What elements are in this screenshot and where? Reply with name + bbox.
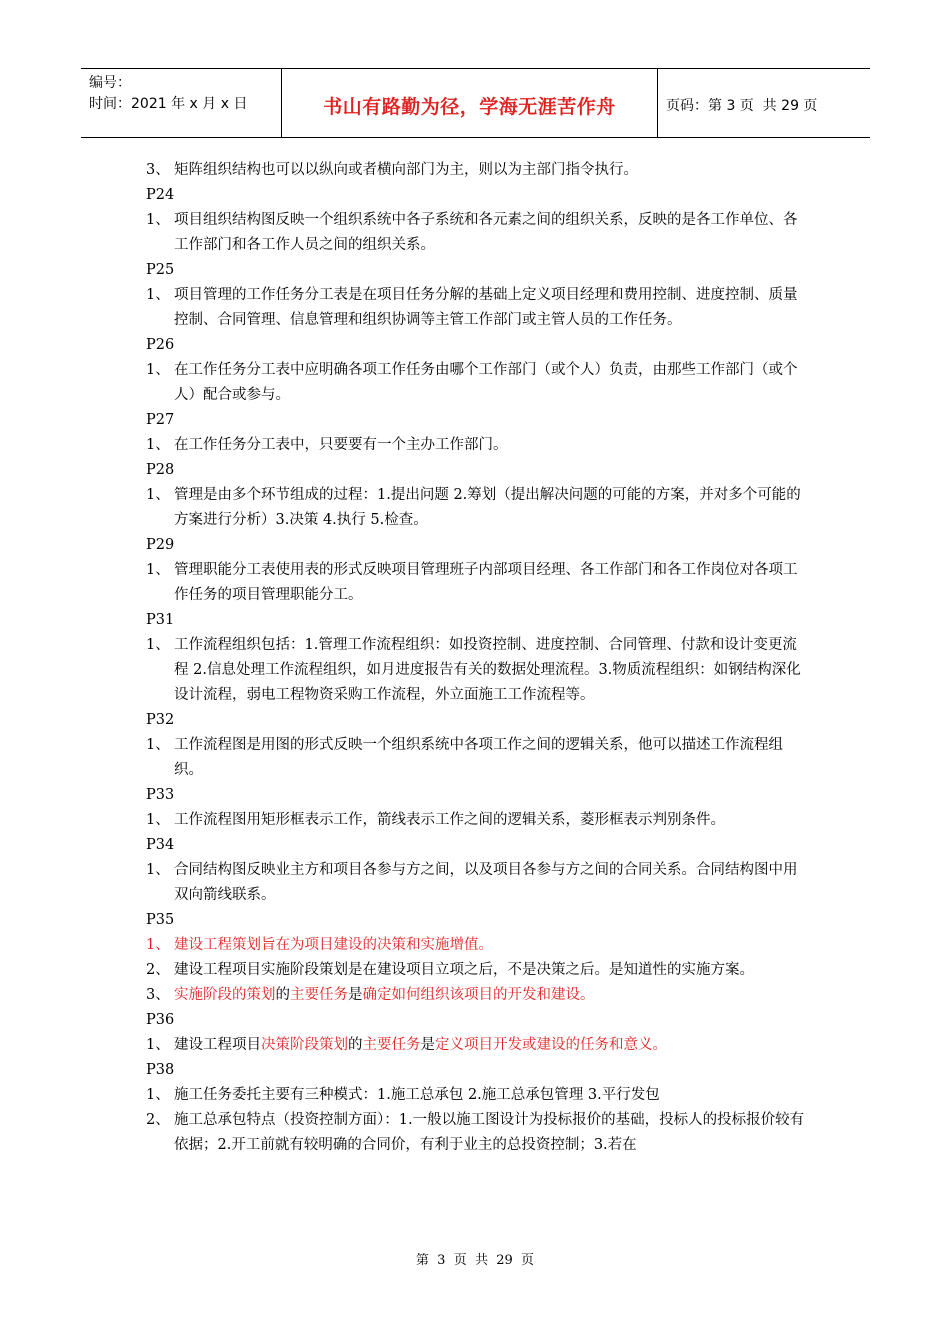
list-item-text: 矩阵组织结构也可以以纵向或者横向部门为主，则以为主部门指令执行。 — [174, 162, 638, 178]
list-item-number: 1、 — [146, 812, 170, 828]
list-item-number: 1、 — [146, 737, 170, 753]
list-item — [146, 958, 810, 983]
highlighted-text: 定义项目开发或建设的任务和意义。 — [435, 1037, 667, 1053]
header-page-number: 页码：第 3 页 共 29 页 — [666, 98, 818, 114]
list-item-text: 施工总承包特点（投资控制方面）：1.一般以施工图设计为投标报价的基础，投标人的投标报价较有依据；2.开工前就有较明确的合同价，有利于业主的总投资控制；3.若在 — [174, 1112, 805, 1153]
page-reference-label: P33 — [146, 787, 175, 803]
list-item-text: 是 — [348, 987, 363, 1003]
list-item-number: 1、 — [146, 1087, 170, 1103]
list-item — [146, 483, 810, 533]
page-reference-label: P25 — [146, 262, 175, 278]
list-item-number: 2、 — [146, 1112, 170, 1128]
list-item-text: 工作流程图是用图的形式反映一个组织系统中各项工作之间的逻辑关系，他可以描述工作流程组织。 — [174, 737, 783, 778]
page-reference-label: P36 — [146, 1012, 175, 1028]
highlighted-text: 主要任务 — [362, 1037, 421, 1053]
page-reference-label: P38 — [146, 1062, 175, 1078]
header-page-cell — [658, 69, 870, 137]
list-item — [146, 208, 810, 258]
page-reference-label: P24 — [146, 187, 175, 203]
list-item-text: 在工作任务分工表中，只要要有一个主办工作部门。 — [174, 437, 508, 453]
list-item-number: 1、 — [146, 362, 170, 378]
header-meta — [81, 69, 282, 137]
page-reference-label: P26 — [146, 337, 175, 353]
list-item — [146, 983, 810, 1008]
list-item-text: 管理职能分工表使用表的形式反映项目管理班子内部项目经理、各工作部门和各工作岗位对各项工作任务的项目管理职能分工。 — [174, 562, 798, 603]
page-reference-label: P35 — [146, 912, 175, 928]
highlighted-text: 主要任务 — [290, 987, 348, 1003]
footer-page-number: 第 3 页 共 29 页 — [415, 1253, 535, 1268]
list-item-number: 1、 — [146, 487, 170, 503]
list-item-number: 1、 — [146, 862, 170, 878]
list-item — [146, 933, 810, 958]
list-item — [146, 633, 810, 708]
list-item-text: 项目组织结构图反映一个组织系统中各子系统和各元素之间的组织关系，反映的是各工作单位、各工作部门和各工作人员之间的组织关系。 — [174, 212, 798, 253]
list-item-text: 管理是由多个环节组成的过程：1.提出问题 2.筹划（提出解决问题的可能的方案，并对多个可能的方案进行分析）3.决策 4.执行 5.检查。 — [174, 487, 801, 528]
list-item-number: 1、 — [146, 212, 170, 228]
list-item-number: 1、 — [146, 437, 170, 453]
page-reference-label: P29 — [146, 537, 175, 553]
page-reference-label: P27 — [146, 412, 175, 428]
list-item-text: 建设工程项目 — [174, 1037, 261, 1053]
highlighted-text: 确定如何组织该项目的开发和建设。 — [362, 987, 595, 1003]
list-item — [146, 358, 810, 408]
list-item-text: 的 — [275, 987, 290, 1003]
list-item — [146, 733, 810, 783]
list-item-text: 建设工程项目实施阶段策划是在建设项目立项之后，不是决策之后。是知道性的实施方案。 — [174, 962, 754, 978]
document-number-label: 编号： — [89, 75, 131, 91]
list-item-text: 工作流程图用矩形框表示工作，箭线表示工作之间的逻辑关系，菱形框表示判别条件。 — [174, 812, 725, 828]
list-item-number: 3、 — [146, 987, 170, 1003]
header-motto: 书山有路勤为径，学海无涯苦作舟 — [323, 95, 616, 118]
page-reference-label: P34 — [146, 837, 175, 853]
list-item-text: 工作流程组织包括：1.管理工作流程组织：如投资控制、进度控制、合同管理、付款和设计变更流程 2.信息处理工作流程组织，如月进度报告有关的数据处理流程。3.物质流程组织：如钢结构深化设计流程，弱电工程物资采购工作流程，外立面施工工作流程等。 — [174, 637, 801, 703]
list-item-text: 是 — [420, 1037, 435, 1053]
header-motto-cell — [282, 69, 658, 137]
list-item — [146, 858, 810, 908]
highlighted-text: 实施阶段的策划 — [174, 987, 276, 1003]
list-item-number: 2、 — [146, 962, 170, 978]
page-footer — [0, 1249, 950, 1268]
list-item — [146, 808, 810, 833]
list-item-text: 施工任务委托主要有三种模式：1.施工总承包 2.施工总承包管理 3.平行发包 — [174, 1087, 660, 1103]
list-item-number: 1、 — [146, 637, 170, 653]
list-item — [146, 558, 810, 608]
document-time-label: 时间：2021 年 x 月 x 日 — [89, 96, 248, 112]
list-item — [146, 1083, 810, 1108]
list-item-number: 3、 — [146, 162, 170, 178]
list-item-number: 1、 — [146, 1037, 170, 1053]
highlighted-text: 建设工程策划旨在为项目建设的决策和实施增值。 — [174, 937, 493, 953]
list-item-text: 项目管理的工作任务分工表是在项目任务分解的基础上定义项目经理和费用控制、进度控制、质量控制、合同管理、信息管理和组织协调等主管工作部门或主管人员的工作任务。 — [174, 287, 798, 328]
page-reference-label: P31 — [146, 612, 175, 628]
document-body — [146, 158, 810, 1158]
list-item — [146, 1033, 810, 1058]
highlighted-text: 决策阶段策划 — [261, 1037, 348, 1053]
page-reference-label: P32 — [146, 712, 175, 728]
list-item-number: 1、 — [146, 287, 170, 303]
list-item-text: 在工作任务分工表中应明确各项工作任务由哪个工作部门（或个人）负责，由那些工作部门（或个人）配合或参与。 — [174, 362, 798, 403]
page-header — [81, 68, 870, 138]
list-item — [146, 283, 810, 333]
list-item-text: 合同结构图反映业主方和项目各参与方之间，以及项目各参与方之间的合同关系。合同结构图中用双向箭线联系。 — [174, 862, 798, 903]
list-item-text: 的 — [348, 1037, 363, 1053]
list-item — [146, 158, 810, 183]
list-item — [146, 433, 810, 458]
list-item-number: 1、 — [146, 937, 170, 953]
list-item-number: 1、 — [146, 562, 170, 578]
page-reference-label: P28 — [146, 462, 175, 478]
list-item — [146, 1108, 810, 1158]
